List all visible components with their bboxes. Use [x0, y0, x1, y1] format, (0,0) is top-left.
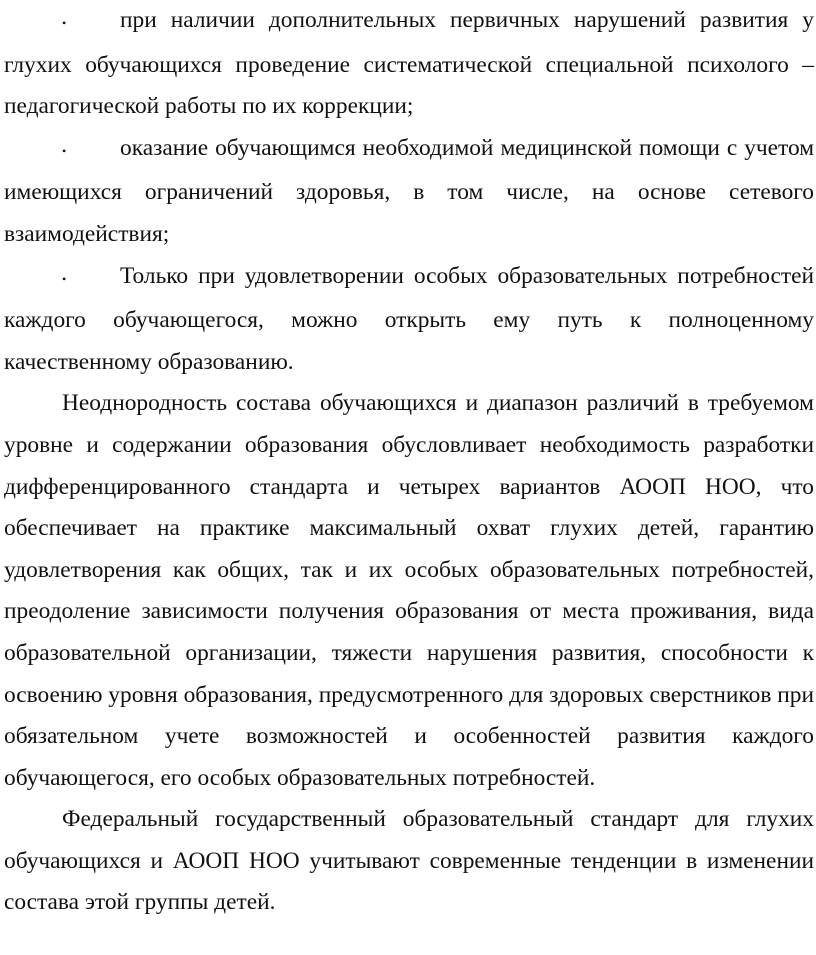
document-page — [4, 0, 814, 924]
paragraph-heterogeneity: Неоднородность состава обучающихся и диапазон различий в требуемом уровне и содержании образования обусловливает необходимость разработки дифференцированного стандарта и четырех вариантов АООП НОО, что обеспечивает на практике максимальный охват глухих детей, гарантию удовлетворения как общих, так и их особых образовательных потребностей, преодоление зависимости получения образования от места проживания, вида образовательной организации, тяжести нарушения развития, способности к освоению уровня образования, предусмотренного для здоровых сверстников при обязательном учете возможностей и особенностей развития каждого обучающегося, его особых образовательных потребностей. — [4, 390, 814, 791]
bullet-text: оказание обучающимся необходимой медицинской помощи с учетом имеющихся ограничений здоровья, в том числе, на основе сетевого взаимодействия; — [4, 134, 814, 247]
bullet-text: Только при удовлетворении особых образовательных потребностей каждого обучающегося, можно открыть ему путь к полноценному качественному образованию. — [4, 262, 814, 375]
paragraph-fgos: Федеральный государственный образовательный стандарт для глухих обучающихся и АООП НОО учитывают современные тенденции в изменении состава этой группы детей. — [4, 806, 814, 916]
bullet-marker: • — [62, 271, 67, 286]
bullet-item-1 — [4, 0, 814, 128]
bullet-marker: • — [62, 143, 67, 158]
bullet-text: при наличии дополнительных первичных нарушений развития у глухих обучающихся проведение систематической специальной психолого – педагогической работы по их коррекции; — [4, 7, 814, 120]
bullet-item-2 — [4, 128, 814, 256]
bullet-item-3 — [4, 256, 814, 384]
bullet-marker: • — [62, 16, 67, 30]
